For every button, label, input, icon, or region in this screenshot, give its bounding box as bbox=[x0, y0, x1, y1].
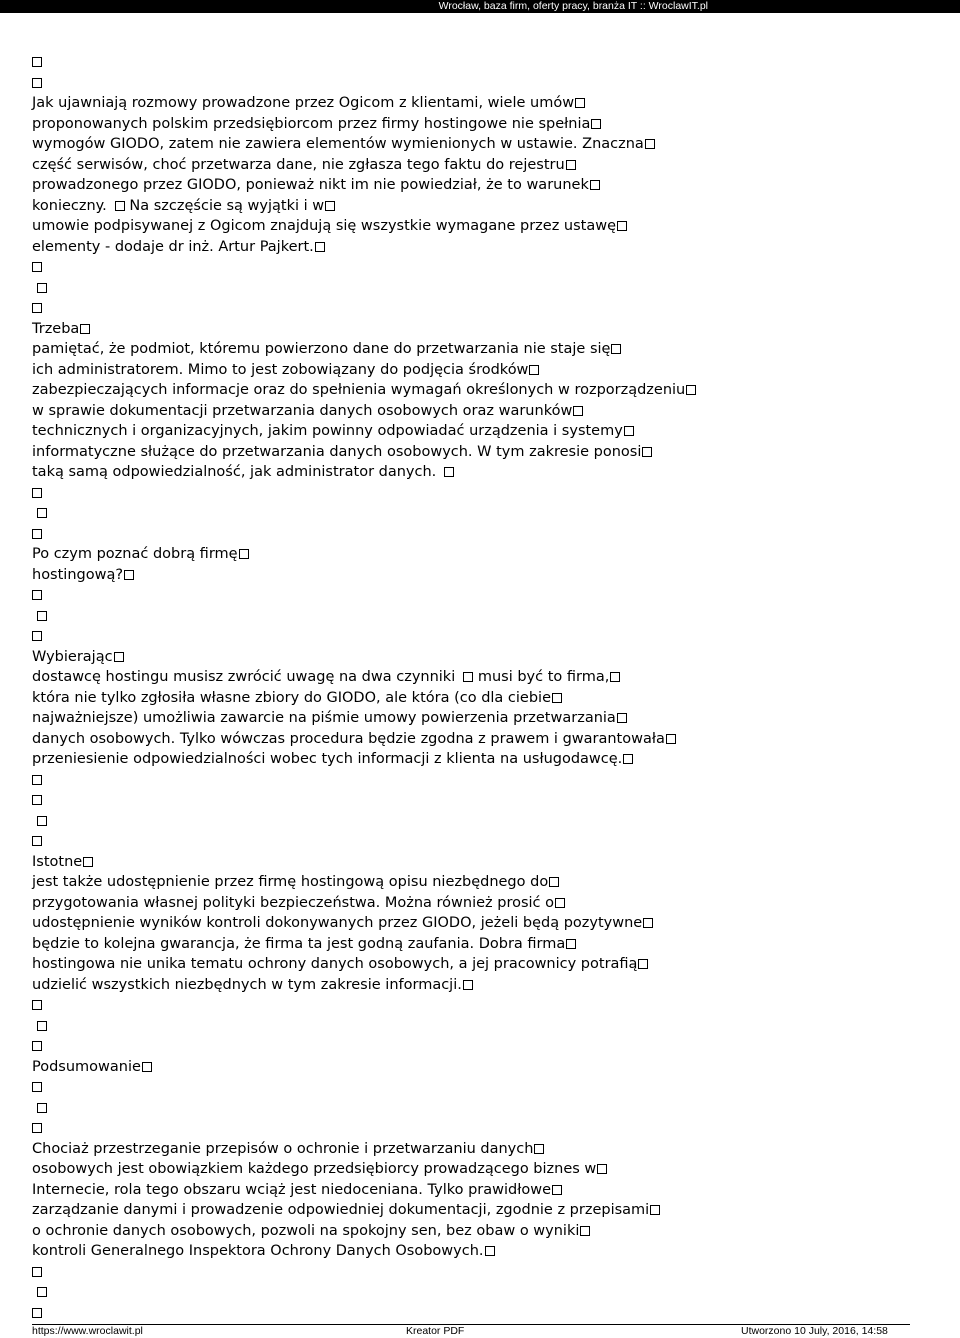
missing-glyph-box bbox=[463, 980, 473, 990]
line-text: Trzeba bbox=[32, 320, 80, 337]
line-text: jest także udostępnienie przez firmę hostingową opisu niezbędnego do bbox=[32, 874, 549, 890]
line-text: przeniesienie odpowiedzialności wobec tych informacji z klienta na usługodawcę. bbox=[32, 751, 623, 767]
text-line bbox=[32, 995, 942, 1016]
footer-created-date: Utworzono 10 July, 2016, 14:58 bbox=[741, 1325, 888, 1337]
line-text: część serwisów, choć przetwarza dane, nie zgłasza tego faktu do rejestru bbox=[32, 156, 565, 173]
missing-glyph-box bbox=[645, 139, 655, 149]
missing-glyph-box bbox=[650, 1205, 660, 1215]
line-text: najważniejsze) umożliwia zawarcie na piśmie umowy powierzenia przetwarzania bbox=[32, 710, 616, 726]
line-text: Wybierając bbox=[32, 648, 113, 665]
text-line bbox=[32, 831, 942, 852]
line-text: osobowych jest obowiązkiem każdego przedsiębiorcy prowadzącego biznes w bbox=[32, 1161, 597, 1177]
line-text: Podsumowanie bbox=[32, 1058, 141, 1075]
missing-glyph-box bbox=[32, 78, 42, 88]
text-line bbox=[32, 934, 942, 955]
text-line bbox=[32, 155, 942, 176]
line-text: proponowanych polskim przedsiębiorcom przez firmy hostingowe nie spełnia bbox=[32, 115, 591, 132]
text-line bbox=[32, 52, 942, 73]
missing-glyph-box bbox=[566, 939, 576, 949]
line-text: zarządzanie danymi i prowadzenie odpowiedniej dokumentacji, zgodnie z przepisami bbox=[32, 1202, 650, 1218]
missing-glyph-box bbox=[590, 180, 600, 190]
text-line bbox=[32, 626, 942, 647]
text-line bbox=[32, 1139, 942, 1160]
text-line bbox=[32, 667, 942, 688]
text-line bbox=[32, 770, 942, 791]
line-text: Po czym poznać dobrą firmę bbox=[32, 546, 238, 562]
missing-glyph-box bbox=[32, 303, 42, 313]
missing-glyph-box bbox=[32, 1000, 42, 1010]
line-text: kontroli Generalnego Inspektora Ochrony Danych Osobowych. bbox=[32, 1243, 484, 1259]
text-line bbox=[32, 852, 942, 873]
line-text: technicznych i organizacyjnych, jakim powinny odpowiadać urządzenia i systemy bbox=[32, 423, 623, 439]
text-line bbox=[32, 1159, 942, 1180]
missing-glyph-box bbox=[37, 508, 47, 518]
line-text: Istotne bbox=[32, 853, 83, 870]
line-text: o ochronie danych osobowych, pozwoli na spokojny sen, bez obaw o wyniki bbox=[32, 1222, 580, 1239]
text-line bbox=[32, 729, 942, 750]
missing-glyph-box bbox=[642, 447, 652, 457]
missing-glyph-box bbox=[315, 242, 325, 252]
missing-glyph-box bbox=[37, 1287, 47, 1297]
text-line bbox=[32, 1077, 942, 1098]
missing-glyph-box bbox=[32, 1123, 42, 1133]
line-text: taką samą odpowiedzialność, jak administrator danych. bbox=[32, 464, 437, 480]
line-text: hostingowa nie unika tematu ochrony danych osobowych, a jej pracownicy potrafią bbox=[32, 956, 638, 972]
line-text: Internecie, rola tego obszaru wciąż jest niedoceniana. Tylko prawidłowe bbox=[32, 1181, 551, 1198]
text-line bbox=[32, 442, 942, 463]
text-line bbox=[32, 360, 942, 381]
text-line bbox=[32, 1262, 942, 1283]
text-line bbox=[32, 893, 942, 914]
missing-glyph-box bbox=[485, 1246, 495, 1256]
line-text: konieczny. bbox=[32, 197, 107, 214]
text-line bbox=[32, 544, 942, 565]
missing-glyph-box bbox=[617, 713, 627, 723]
text-line bbox=[32, 1118, 942, 1139]
text-line bbox=[32, 114, 942, 135]
missing-glyph-box bbox=[32, 590, 42, 600]
missing-glyph-box bbox=[83, 857, 93, 867]
missing-glyph-box bbox=[643, 918, 653, 928]
missing-glyph-box bbox=[666, 734, 676, 744]
missing-glyph-box bbox=[32, 262, 42, 272]
text-line bbox=[32, 811, 942, 832]
missing-glyph-box bbox=[463, 672, 473, 682]
missing-glyph-box bbox=[534, 1144, 544, 1154]
missing-glyph-box bbox=[142, 1062, 152, 1072]
missing-glyph-box bbox=[566, 160, 576, 170]
page-header-title: Wrocław, baza firm, oferty pracy, branża IT :: WroclawIT.pl bbox=[438, 0, 708, 12]
text-line bbox=[32, 216, 942, 237]
line-text: udzielić wszystkich niezbędnych w tym zakresie informacji. bbox=[32, 976, 462, 993]
text-line bbox=[32, 1303, 942, 1324]
missing-glyph-box bbox=[611, 344, 621, 354]
text-line bbox=[32, 872, 942, 893]
text-line bbox=[32, 401, 942, 422]
line-text: wymogów GIODO, zatem nie zawiera elementów wymienionych w ustawie. Znaczna bbox=[32, 136, 644, 152]
missing-glyph-box bbox=[686, 385, 696, 395]
text-line bbox=[32, 196, 942, 217]
missing-glyph-box bbox=[239, 549, 249, 559]
missing-glyph-box bbox=[115, 201, 125, 211]
missing-glyph-box bbox=[32, 631, 42, 641]
missing-glyph-box bbox=[624, 426, 634, 436]
text-line bbox=[32, 1036, 942, 1057]
page-footer bbox=[0, 1322, 960, 1338]
missing-glyph-box bbox=[32, 1267, 42, 1277]
text-line bbox=[32, 278, 942, 299]
missing-glyph-box bbox=[114, 652, 124, 662]
missing-glyph-box bbox=[32, 836, 42, 846]
missing-glyph-box bbox=[573, 406, 583, 416]
text-line bbox=[32, 1282, 942, 1303]
text-line bbox=[32, 1241, 942, 1262]
line-text: danych osobowych. Tylko wówczas procedura będzie zgodna z prawem i gwarantowała bbox=[32, 730, 665, 747]
text-line bbox=[32, 134, 942, 155]
missing-glyph-box bbox=[638, 959, 648, 969]
text-line bbox=[32, 175, 942, 196]
text-line bbox=[32, 1057, 942, 1078]
text-line bbox=[32, 524, 942, 545]
missing-glyph-box bbox=[555, 898, 565, 908]
text-line bbox=[32, 708, 942, 729]
missing-glyph-box bbox=[597, 1164, 607, 1174]
missing-glyph-box bbox=[37, 283, 47, 293]
text-line bbox=[32, 585, 942, 606]
footer-generator: Kreator PDF bbox=[406, 1325, 465, 1337]
text-line bbox=[32, 257, 942, 278]
missing-glyph-box bbox=[552, 693, 562, 703]
missing-glyph-box bbox=[124, 570, 134, 580]
text-line bbox=[32, 73, 942, 94]
missing-glyph-box bbox=[623, 754, 633, 764]
text-line bbox=[32, 93, 942, 114]
text-line bbox=[32, 462, 942, 483]
line-text: informatyczne służące do przetwarzania danych osobowych. W tym zakresie ponosi bbox=[32, 443, 642, 460]
missing-glyph-box bbox=[591, 119, 601, 129]
missing-glyph-box bbox=[529, 365, 539, 375]
text-line bbox=[32, 606, 942, 627]
text-line bbox=[32, 565, 942, 586]
text-line bbox=[32, 237, 942, 258]
missing-glyph-box bbox=[32, 1308, 42, 1318]
text-line bbox=[32, 380, 942, 401]
missing-glyph-box bbox=[549, 877, 559, 887]
missing-glyph-box bbox=[32, 1082, 42, 1092]
missing-glyph-box bbox=[37, 816, 47, 826]
text-line bbox=[32, 319, 942, 340]
text-line bbox=[32, 688, 942, 709]
text-line bbox=[32, 954, 942, 975]
missing-glyph-box bbox=[37, 1103, 47, 1113]
line-text: prowadzonego przez GIODO, ponieważ nikt im nie powiedział, że to warunek bbox=[32, 177, 589, 193]
missing-glyph-box bbox=[580, 1226, 590, 1236]
line-text: hostingową? bbox=[32, 566, 124, 583]
line-text: Chociaż przestrzeganie przepisów o ochronie i przetwarzaniu danych bbox=[32, 1140, 534, 1157]
missing-glyph-box bbox=[32, 775, 42, 785]
line-text: przygotowania własnej polityki bezpieczeństwa. Można również prosić o bbox=[32, 894, 554, 911]
line-text: w sprawie dokumentacji przetwarzania danych osobowych oraz warunków bbox=[32, 402, 573, 419]
text-line bbox=[32, 749, 942, 770]
text-line bbox=[32, 913, 942, 934]
text-line bbox=[32, 1180, 942, 1201]
line-text: umowie podpisywanej z Ogicom znajdują się wszystkie wymagane przez ustawę bbox=[32, 218, 617, 234]
text-line bbox=[32, 503, 942, 524]
missing-glyph-box bbox=[617, 221, 627, 231]
line-text: ich administratorem. Mimo to jest zobowiązany do podjęcia środków bbox=[32, 361, 529, 378]
text-line bbox=[32, 298, 942, 319]
line-text: dostawcę hostingu musisz zwrócić uwagę na dwa czynniki bbox=[32, 669, 456, 685]
text-line bbox=[32, 421, 942, 442]
missing-glyph-box bbox=[325, 201, 335, 211]
missing-glyph-box bbox=[32, 529, 42, 539]
text-line bbox=[32, 1221, 942, 1242]
missing-glyph-box bbox=[32, 488, 42, 498]
line-text: zabezpieczających informacje oraz do spełnienia wymagań określonych w rozporządzeniu bbox=[32, 382, 686, 398]
text-line bbox=[32, 1098, 942, 1119]
line-text: elementy - dodaje dr inż. Artur Pajkert. bbox=[32, 238, 314, 255]
line-text-continued: musi być to firma, bbox=[473, 669, 610, 685]
line-text: Jak ujawniają rozmowy prowadzone przez Ogicom z klientami, wiele umów bbox=[32, 95, 575, 111]
text-line bbox=[32, 647, 942, 668]
missing-glyph-box bbox=[32, 57, 42, 67]
document-body bbox=[32, 52, 942, 1323]
line-text: udostępnienie wyników kontroli dokonywanych przez GIODO, jeżeli będą pozytywne bbox=[32, 915, 643, 931]
line-text: która nie tylko zgłosiła własne zbiory do GIODO, ale która (co dla ciebie bbox=[32, 689, 551, 706]
missing-glyph-box bbox=[610, 672, 620, 682]
missing-glyph-box bbox=[552, 1185, 562, 1195]
text-line bbox=[32, 483, 942, 504]
line-text: pamiętać, że podmiot, któremu powierzono dane do przetwarzania nie staje się bbox=[32, 341, 611, 357]
missing-glyph-box bbox=[37, 1021, 47, 1031]
line-text-continued: Na szczęście są wyjątki i w bbox=[124, 197, 325, 214]
footer-url[interactable]: https://www.wroclawit.pl bbox=[32, 1325, 143, 1337]
missing-glyph-box bbox=[575, 98, 585, 108]
text-line bbox=[32, 1200, 942, 1221]
missing-glyph-box bbox=[444, 467, 454, 477]
text-line bbox=[32, 790, 942, 811]
line-text: będzie to kolejna gwarancja, że firma ta jest godną zaufania. Dobra firma bbox=[32, 935, 566, 952]
text-line bbox=[32, 1016, 942, 1037]
text-line bbox=[32, 339, 942, 360]
text-line bbox=[32, 975, 942, 996]
missing-glyph-box bbox=[80, 324, 90, 334]
missing-glyph-box bbox=[32, 1041, 42, 1051]
header-bar bbox=[0, 0, 960, 13]
missing-glyph-box bbox=[32, 795, 42, 805]
missing-glyph-box bbox=[37, 611, 47, 621]
